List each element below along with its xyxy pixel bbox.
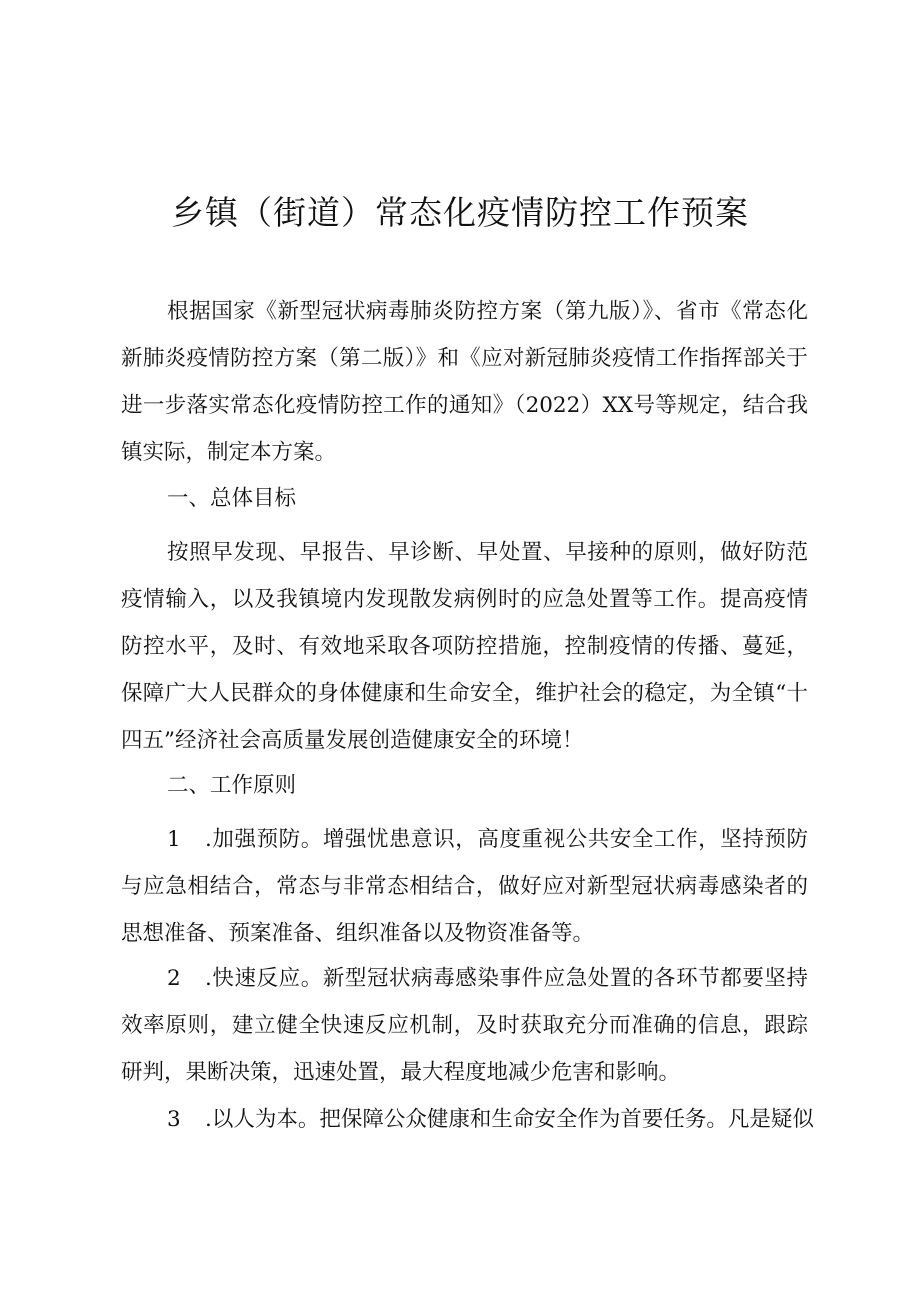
principle-text: .加强预防。增强忧患意识，高度重视公共安全工作，坚持预防与应急相结合，常态与非常态相结合，做好应对新型冠状病毒感染者的思想准备、预案准备、组织准备以及物资准备等。 [121, 827, 808, 946]
goals-paragraph: 按照早发现、早报告、早诊断、早处置、早接种的原则，做好防范疫情输入，以及我镇境内发现散发病例时的应急处置等工作。提高疫情防控水平，及时、有效地采取各项防控措施，控制疫情的传播、蔓延，保障广大人民群众的身体健康和生命安全，维护社会的稳定，为全镇“十四五”经济社会高质量发展创造健康安全的环境！ [121, 540, 808, 753]
principle-number: 3 [167, 1107, 181, 1132]
document-title: 乡镇（街道）常态化疫情防控工作预案 [171, 193, 749, 232]
principle-item [121, 816, 808, 957]
principle-number: 1 [167, 827, 181, 852]
principle-item [121, 1096, 814, 1143]
intro-paragraph: 根据国家《新型冠状病毒肺炎防控方案（第九版）》、省市《常态化新肺炎疫情防控方案（第二版）》和《应对新冠肺炎疫情工作指挥部关于进一步落实常态化疫情防控工作的通知》（2022）XX号等规定，结合我镇实际，制定本方案。 [121, 299, 808, 465]
section-heading-principles: 二、工作原则 [167, 773, 297, 798]
section-heading-goals: 一、总体目标 [167, 486, 297, 511]
principle-item [121, 955, 808, 1096]
principle-text: .快速反应。新型冠状病毒感染事件应急处置的各环节都要坚持效率原则，建立健全快速反应机制，及时获取充分而准确的信息，跟踪研判，果断决策，迅速处置，最大程度地减少危害和影响。 [121, 966, 808, 1085]
principle-text: .以人为本。把保障公众健康和生命安全作为首要任务。凡是疑似 [205, 1107, 814, 1132]
principle-number: 2 [167, 966, 181, 991]
